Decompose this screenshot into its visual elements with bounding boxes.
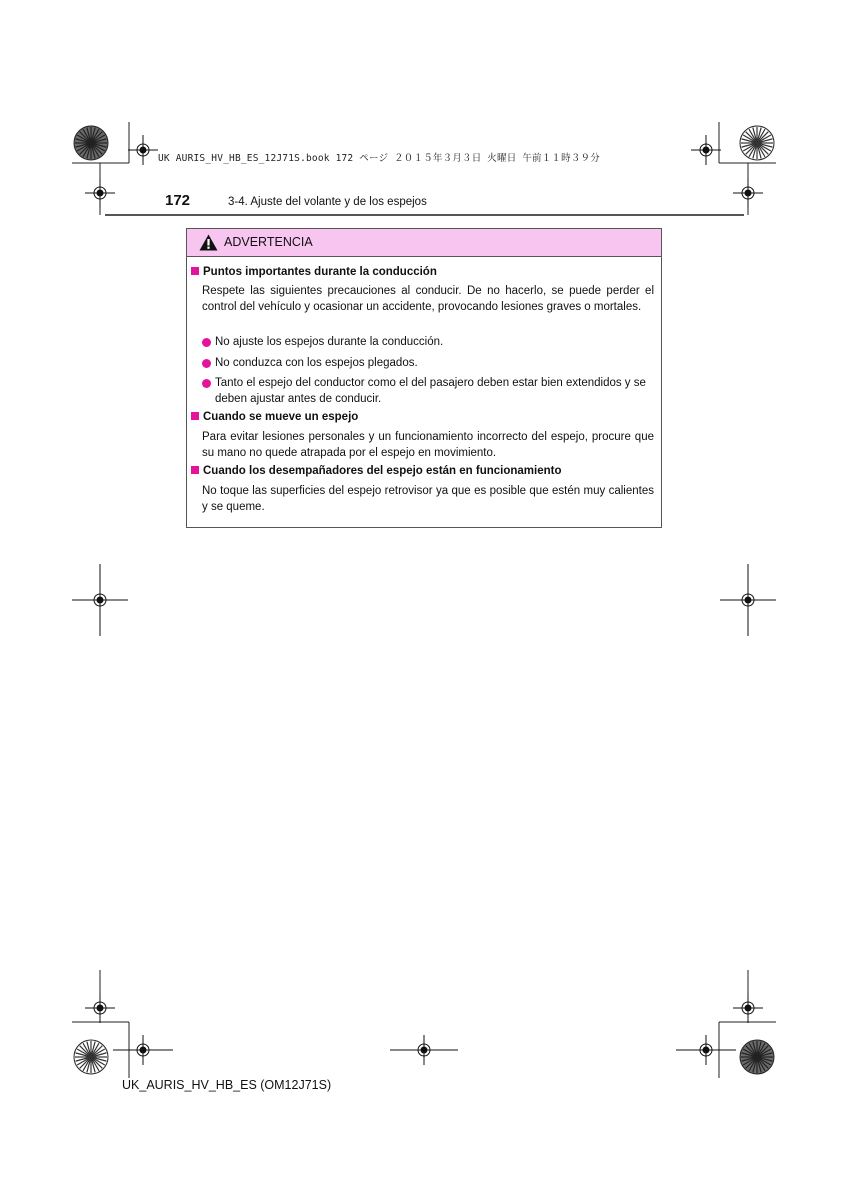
- warning-title: ADVERTENCIA: [224, 235, 313, 249]
- warning-section-heading: Puntos importantes durante la conducción: [191, 266, 437, 278]
- section-title: 3-4. Ajuste del volante y de los espejos: [228, 196, 427, 208]
- registration-target-icon: [74, 126, 108, 160]
- page-number: 172: [165, 192, 191, 209]
- warning-section-text: No toque las superficies del espejo retrovisor ya que es posible que estén muy calientes y se queme.: [202, 485, 654, 513]
- warning-section-text: Respete las siguientes precauciones al conducir. De no hacerlo, se puede perder el control del vehículo y ocasionar un accidente, provocando lesiones graves o mortales.: [202, 285, 654, 313]
- footer-code: UK_AURIS_HV_HB_ES (OM12J71S): [122, 1078, 332, 1092]
- registration-target-icon: [740, 1040, 774, 1074]
- print-header: UK AURIS_HV_HB_ES_12J71S.book 172 ページ ２０１５年３月３日 火曜日 午前１１時３９分: [158, 153, 600, 164]
- warning-box: ADVERTENCIA Puntos importantes durante la conducción Respete las siguientes precauciones al conducir. De no hacerlo, se puede perder el control del vehículo y ocasionar un accidente, provocando lesiones graves o mortales. No ajuste los espejos durante la conducción. No conduzca con los espejos plegados. Tanto el espejo del conductor como el del pasajero deben estar bien extendidos y se deben ajustar antes de conducir. Cuando se mueve un espejo Para evitar lesiones personales y un funcionamiento incorrecto del espejo, procure que su mano no quede atrapada por el espejo en movimiento. Cuando los desempañadores del espejo están en funcionamiento No toque las superficies del espejo retrovisor ya que es posible que estén muy calientes y se queme.: [186, 228, 662, 528]
- registration-target-icon: [74, 1040, 108, 1074]
- registration-target-icon: [740, 126, 774, 160]
- warning-section-heading: Cuando los desempañadores del espejo están en funcionamiento: [191, 465, 562, 477]
- warning-section-heading: Cuando se mueve un espejo: [191, 411, 358, 423]
- warning-section-text: Para evitar lesiones personales y un funcionamiento incorrecto del espejo, procure que su mano no quede atrapada por el espejo en movimiento.: [202, 431, 654, 459]
